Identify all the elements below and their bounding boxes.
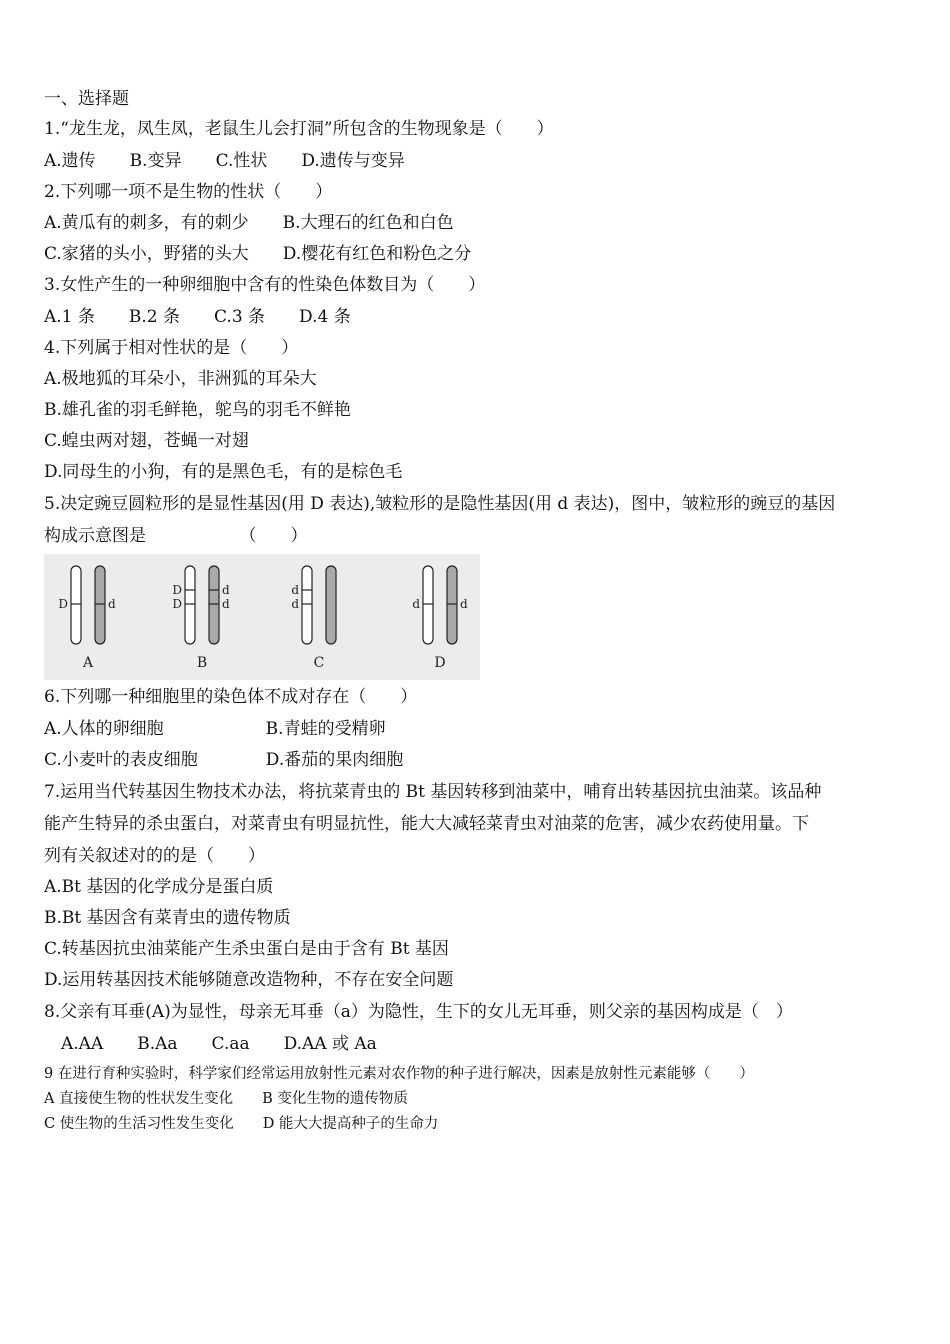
chromosome-pair-A: [58, 566, 116, 671]
chromosome-left: [423, 566, 433, 644]
panel-label: D: [434, 655, 446, 671]
panel-label: B: [196, 655, 208, 671]
chromosome-right: [209, 566, 219, 644]
q7-option-d: D.运用转基因技术能够随意改造物种，不存在安全问题: [44, 970, 454, 990]
chromosome-pair-D: [412, 566, 468, 671]
q6-options-row1: A.人体的卵细胞 B.青蛙的受精卵: [44, 719, 386, 739]
chromosome-right: [326, 566, 336, 644]
q4-stem: 4.下列属于相对性状的是（ ）: [44, 338, 299, 358]
q7-option-c: C.转基因抗虫油菜能产生杀虫蛋白是由于含有 Bt 基因: [44, 939, 449, 959]
gene-label: d: [291, 583, 299, 597]
chromosome-left: [302, 566, 312, 644]
q8-options: A.AA B.Aa C.aa D.AA 或 Aa: [44, 1034, 377, 1054]
gene-label: d: [222, 597, 230, 611]
gene-label: d: [412, 597, 420, 611]
gene-label: D: [58, 597, 68, 611]
q4-option-d: D.同母生的小狗，有的是黑色毛，有的是棕色毛: [44, 462, 403, 482]
gene-label: D: [172, 597, 182, 611]
q2-stem: 2.下列哪一项不是生物的性状（ ）: [44, 182, 333, 202]
q7-stem-line1: 7.运用当代转基因生物技术办法，将抗菜青虫的 Bt 基因转移到油菜中，哺育出转基因抗虫油菜。该品种: [44, 782, 822, 802]
section-title: 一、选择题: [44, 89, 129, 109]
q9-options-row2: C 使生物的生活习性发生变化 D 能大大提高种子的生命力: [44, 1116, 439, 1132]
gene-label: D: [172, 583, 182, 597]
chromosome-right: [95, 566, 105, 644]
q7-stem-line2: 能产生特异的杀虫蛋白，对菜青虫有明显抗性，能大大减轻菜青虫对油菜的危害，减少农药使用量。下: [44, 814, 809, 834]
q7-option-b: B.Bt 基因含有菜青虫的遗传物质: [44, 908, 291, 928]
q7-stem-line3: 列有关叙述对的的是（ ）: [44, 846, 265, 866]
q5-stem-line2: 构成示意图是 （ ）: [44, 526, 308, 546]
q4-option-b: B.雄孔雀的羽毛鲜艳，鸵鸟的羽毛不鲜艳: [44, 400, 351, 420]
gene-label: d: [291, 597, 299, 611]
q4-option-c: C.蝗虫两对翅，苍蝇一对翅: [44, 431, 249, 451]
gene-label: d: [222, 583, 230, 597]
chromosome-right: [447, 566, 457, 644]
chromosome-diagram: [44, 554, 480, 680]
q3-stem: 3.女性产生的一种卵细胞中含有的性染色体数目为（ ）: [44, 275, 486, 295]
panel-label: C: [313, 655, 325, 671]
gene-label: d: [460, 597, 468, 611]
q6-stem: 6.下列哪一种细胞里的染色体不成对存在（ ）: [44, 687, 418, 707]
q1-stem: 1.“龙生龙，凤生凤，老鼠生儿会打洞”所包含的生物现象是（ ）: [44, 119, 554, 139]
q2-options-row2: C.家猪的头小，野猪的头大 D.樱花有红色和粉色之分: [44, 244, 472, 264]
q7-option-a: A.Bt 基因的化学成分是蛋白质: [44, 877, 274, 897]
q9-stem: 9 在进行育种实验时，科学家们经常运用放射性元素对农作物的种子进行解决，因素是放射性元素能够（ ）: [44, 1066, 754, 1082]
chromosome-pair-C: [291, 566, 336, 671]
q1-options: A.遗传 B.变异 C.性状 D.遗传与变异: [44, 151, 405, 171]
q6-options-row2: C.小麦叶的表皮细胞 D.番茄的果肉细胞: [44, 750, 404, 770]
q4-option-a: A.极地狐的耳朵小，非洲狐的耳朵大: [44, 369, 317, 389]
q9-options-row1: A 直接使生物的性状发生变化 B 变化生物的遗传物质: [44, 1091, 408, 1107]
chromosome-left: [71, 566, 81, 644]
gene-label: d: [108, 597, 116, 611]
panel-label: A: [82, 655, 94, 671]
q8-stem: 8.父亲有耳垂(A)为显性，母亲无耳垂（a）为隐性，生下的女儿无耳垂，则父亲的基因构成是（ ）: [44, 1002, 793, 1022]
q5-stem-line1: 5.决定豌豆圆粒形的是显性基因(用 D 表达),皱粒形的是隐性基因(用 d 表达)，图中，皱粒形的豌豆的基因: [44, 494, 836, 514]
q3-options: A.1 条 B.2 条 C.3 条 D.4 条: [44, 307, 351, 327]
chromosome-pair-B: [172, 566, 230, 671]
q2-options-row1: A.黄瓜有的刺多，有的刺少 B.大理石的红色和白色: [44, 213, 454, 233]
chromosome-left: [185, 566, 195, 644]
chromosome-figure: [44, 554, 480, 680]
